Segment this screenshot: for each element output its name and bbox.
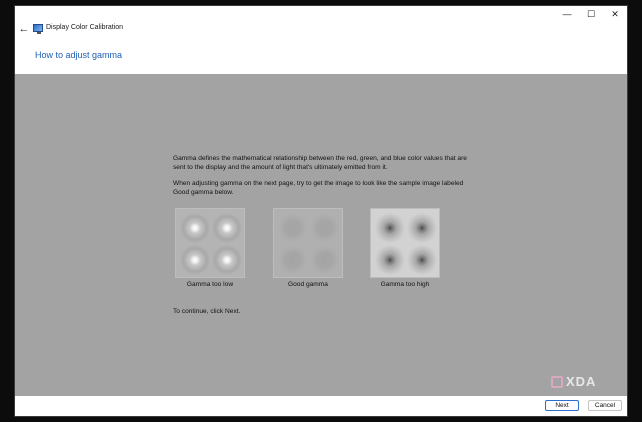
- description-paragraph-1: Gamma defines the mathematical relationship between the red, green, and blue color values that are sent to the display and the amount of light that's ultimately emitted from it.: [173, 155, 467, 171]
- sample-caption: Gamma too high: [380, 281, 430, 288]
- sample-caption: Good gamma: [288, 281, 328, 288]
- gamma-dot: [375, 245, 405, 275]
- gamma-dot: [278, 245, 308, 275]
- gamma-dot: [212, 245, 242, 275]
- page-header: [15, 47, 627, 74]
- minimize-icon[interactable]: —: [562, 9, 572, 19]
- xda-logo-icon: [551, 376, 563, 388]
- display-icon: [33, 24, 43, 32]
- gamma-dot: [310, 245, 340, 275]
- description: [173, 154, 473, 204]
- good-gamma-image: [273, 208, 343, 278]
- watermark-text: XDA: [566, 374, 597, 389]
- next-button[interactable]: Next: [545, 400, 579, 411]
- gamma-dot: [278, 213, 308, 243]
- sample-caption: Gamma too low: [186, 281, 234, 288]
- description-paragraph-2: When adjusting gamma on the next page, try to get the image to look like the sample image labeled Good gamma below.: [173, 180, 464, 196]
- gamma-dot: [407, 213, 437, 243]
- sample-good-gamma: [273, 208, 343, 288]
- gamma-dot: [375, 213, 405, 243]
- page-title: How to adjust gamma: [35, 50, 123, 60]
- cancel-button[interactable]: Cancel: [588, 400, 622, 411]
- title-bar: [15, 6, 627, 47]
- gamma-dot: [180, 213, 210, 243]
- gamma-dot: [212, 213, 242, 243]
- back-arrow-icon[interactable]: ←: [18, 23, 30, 35]
- gamma-dot: [310, 213, 340, 243]
- button-bar: [15, 396, 627, 416]
- window-title: Display Color Calibration: [46, 24, 124, 31]
- gamma-samples: [175, 208, 455, 298]
- window-controls: [555, 6, 627, 22]
- gamma-too-high-image: [370, 208, 440, 278]
- close-icon[interactable]: ✕: [611, 8, 619, 19]
- sample-gamma-too-high: [370, 208, 440, 288]
- continue-instruction: To continue, click Next.: [173, 308, 241, 315]
- maximize-icon[interactable]: ☐: [586, 8, 596, 19]
- xda-watermark: [551, 374, 596, 389]
- gamma-dot: [180, 245, 210, 275]
- gamma-dot: [407, 245, 437, 275]
- gamma-too-low-image: [175, 208, 245, 278]
- calibration-window: [14, 5, 628, 417]
- sample-gamma-too-low: [175, 208, 245, 288]
